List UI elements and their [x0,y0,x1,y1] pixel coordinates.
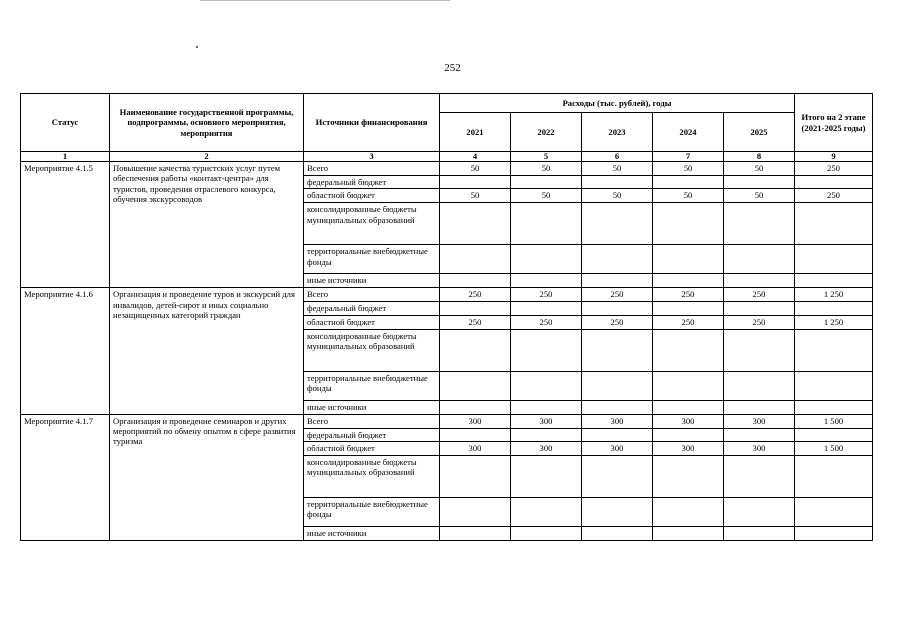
cell-year-value [653,329,724,371]
cell-year-value: 300 [440,441,511,455]
cell-year-value: 300 [511,414,582,428]
row-source: федеральный бюджет [304,176,440,189]
cell-year-value: 250 [582,315,653,329]
row-name: Повышение качества туристских услуг путем обеспечения работы «контакт-центра» для туристов, проведения отраслевого конкурса, обучения экскурсоводов [110,162,304,288]
col-index: 9 [795,152,873,162]
cell-total-value [795,274,873,288]
cell-year-value [582,371,653,400]
cell-year-value [511,526,582,540]
cell-year-value [724,371,795,400]
top-edge-line [200,0,450,1]
cell-year-value [582,203,653,245]
cell-year-value [724,274,795,288]
row-source: областной бюджет [304,441,440,455]
cell-year-value [440,245,511,274]
cell-year-value [440,526,511,540]
cell-year-value [440,176,511,189]
cell-total-value [795,455,873,497]
cell-year-value [440,400,511,414]
cell-year-value: 250 [724,315,795,329]
row-source: территориальные внебюджетные фонды [304,497,440,526]
cell-total-value [795,526,873,540]
col-index: 3 [304,152,440,162]
cell-total-value [795,245,873,274]
row-source: федеральный бюджет [304,428,440,441]
scan-speck [196,46,198,48]
cell-year-value [653,497,724,526]
cell-year-value: 50 [724,162,795,176]
header-year: 2025 [724,113,795,152]
col-index: 5 [511,152,582,162]
cell-total-value [795,329,873,371]
cell-year-value [582,526,653,540]
cell-year-value [724,245,795,274]
cell-year-value: 50 [724,189,795,203]
cell-year-value [511,274,582,288]
cell-year-value: 300 [653,414,724,428]
cell-year-value [440,274,511,288]
cell-year-value [724,203,795,245]
cell-total-value [795,176,873,189]
cell-year-value [724,176,795,189]
cell-year-value [511,245,582,274]
cell-year-value [440,497,511,526]
cell-year-value [440,302,511,315]
cell-year-value [653,428,724,441]
cell-total-value: 1 500 [795,441,873,455]
cell-year-value [653,400,724,414]
col-index: 1 [21,152,110,162]
row-name: Организация и проведение туров и экскурсий для инвалидов, детей-сирот и иных социально незащищенных категорий граждан [110,288,304,414]
cell-year-value [511,497,582,526]
cell-year-value [511,176,582,189]
cell-year-value: 50 [582,162,653,176]
cell-year-value [440,428,511,441]
cell-year-value [582,497,653,526]
row-source: иные источники [304,400,440,414]
cell-year-value [653,274,724,288]
header-year: 2023 [582,113,653,152]
cell-total-value: 1 500 [795,414,873,428]
col-index: 6 [582,152,653,162]
cell-year-value: 300 [653,441,724,455]
cell-total-value [795,302,873,315]
cell-year-value [653,526,724,540]
row-source: областной бюджет [304,189,440,203]
row-status: Мероприятие 4.1.7 [21,414,110,540]
header-sources: Источники финансирования [304,94,440,152]
cell-year-value [724,455,795,497]
cell-year-value [724,302,795,315]
col-index: 4 [440,152,511,162]
row-source: консолидированные бюджеты муниципальных образований [304,455,440,497]
cell-year-value [582,274,653,288]
col-index: 8 [724,152,795,162]
cell-year-value [724,497,795,526]
row-source: Всего [304,414,440,428]
cell-year-value: 250 [440,315,511,329]
header-status: Статус [21,94,110,152]
cell-year-value [653,455,724,497]
cell-year-value [511,455,582,497]
cell-year-value [653,203,724,245]
cell-total-value: 1 250 [795,288,873,302]
cell-year-value [582,302,653,315]
cell-total-value [795,203,873,245]
row-status: Мероприятие 4.1.6 [21,288,110,414]
cell-total-value [795,400,873,414]
cell-year-value: 250 [724,288,795,302]
row-source: иные источники [304,526,440,540]
cell-year-value: 50 [440,189,511,203]
row-status: Мероприятие 4.1.5 [21,162,110,288]
cell-year-value [511,371,582,400]
table-row [21,288,873,302]
page-number: 252 [444,62,461,74]
cell-year-value [511,428,582,441]
cell-total-value: 250 [795,162,873,176]
header-total: Итого на 2 этапе (2021-2025 годы) [795,94,873,152]
cell-year-value [653,371,724,400]
header-name: Наименование государственной программы, подпрограммы, основного мероприятия, мероприятия [110,94,304,152]
table-row [21,414,873,428]
cell-year-value [582,329,653,371]
header-year: 2022 [511,113,582,152]
cell-year-value: 250 [653,315,724,329]
cell-total-value: 250 [795,189,873,203]
cell-year-value: 250 [511,288,582,302]
cell-year-value [440,203,511,245]
cell-year-value: 250 [511,315,582,329]
cell-year-value [724,329,795,371]
cell-year-value [511,302,582,315]
row-source: иные источники [304,274,440,288]
cell-year-value: 300 [511,441,582,455]
cell-year-value [724,428,795,441]
cell-total-value [795,371,873,400]
cell-year-value [511,329,582,371]
cell-year-value: 300 [724,441,795,455]
row-source: консолидированные бюджеты муниципальных образований [304,329,440,371]
header-row-top [21,94,873,113]
cell-year-value: 300 [582,414,653,428]
cell-year-value [653,302,724,315]
table-body [21,162,873,541]
cell-year-value [582,400,653,414]
cell-total-value [795,428,873,441]
cell-year-value: 50 [511,162,582,176]
col-index: 7 [653,152,724,162]
cell-total-value: 1 250 [795,315,873,329]
cell-year-value [511,203,582,245]
cell-year-value: 250 [653,288,724,302]
cell-year-value [724,526,795,540]
cell-year-value [582,245,653,274]
cell-year-value: 300 [724,414,795,428]
cell-year-value [440,371,511,400]
cell-year-value: 250 [440,288,511,302]
cell-year-value: 300 [582,441,653,455]
cell-year-value [582,455,653,497]
cell-year-value [440,329,511,371]
row-source: Всего [304,162,440,176]
table-row [21,162,873,176]
cell-year-value [582,428,653,441]
row-source: областной бюджет [304,315,440,329]
cell-year-value [653,245,724,274]
cell-year-value: 50 [653,189,724,203]
cell-year-value [724,400,795,414]
header-year: 2021 [440,113,511,152]
row-source: территориальные внебюджетные фонды [304,245,440,274]
row-source: федеральный бюджет [304,302,440,315]
cell-year-value [511,400,582,414]
row-source: консолидированные бюджеты муниципальных образований [304,203,440,245]
cell-year-value [582,176,653,189]
cell-year-value: 50 [582,189,653,203]
cell-year-value: 50 [440,162,511,176]
cell-year-value: 50 [653,162,724,176]
cell-year-value: 50 [511,189,582,203]
cell-year-value: 300 [440,414,511,428]
cell-year-value [440,455,511,497]
row-name: Организация и проведение семинаров и других мероприятий по обмену опытом в сфере развития туризма [110,414,304,540]
header-row-index [21,152,873,162]
cell-total-value [795,497,873,526]
header-expenses: Расходы (тыс. рублей), годы [440,94,795,113]
cell-year-value: 250 [582,288,653,302]
header-year: 2024 [653,113,724,152]
budget-table [20,93,873,541]
cell-year-value [653,176,724,189]
row-source: территориальные внебюджетные фонды [304,371,440,400]
col-index: 2 [110,152,304,162]
row-source: Всего [304,288,440,302]
